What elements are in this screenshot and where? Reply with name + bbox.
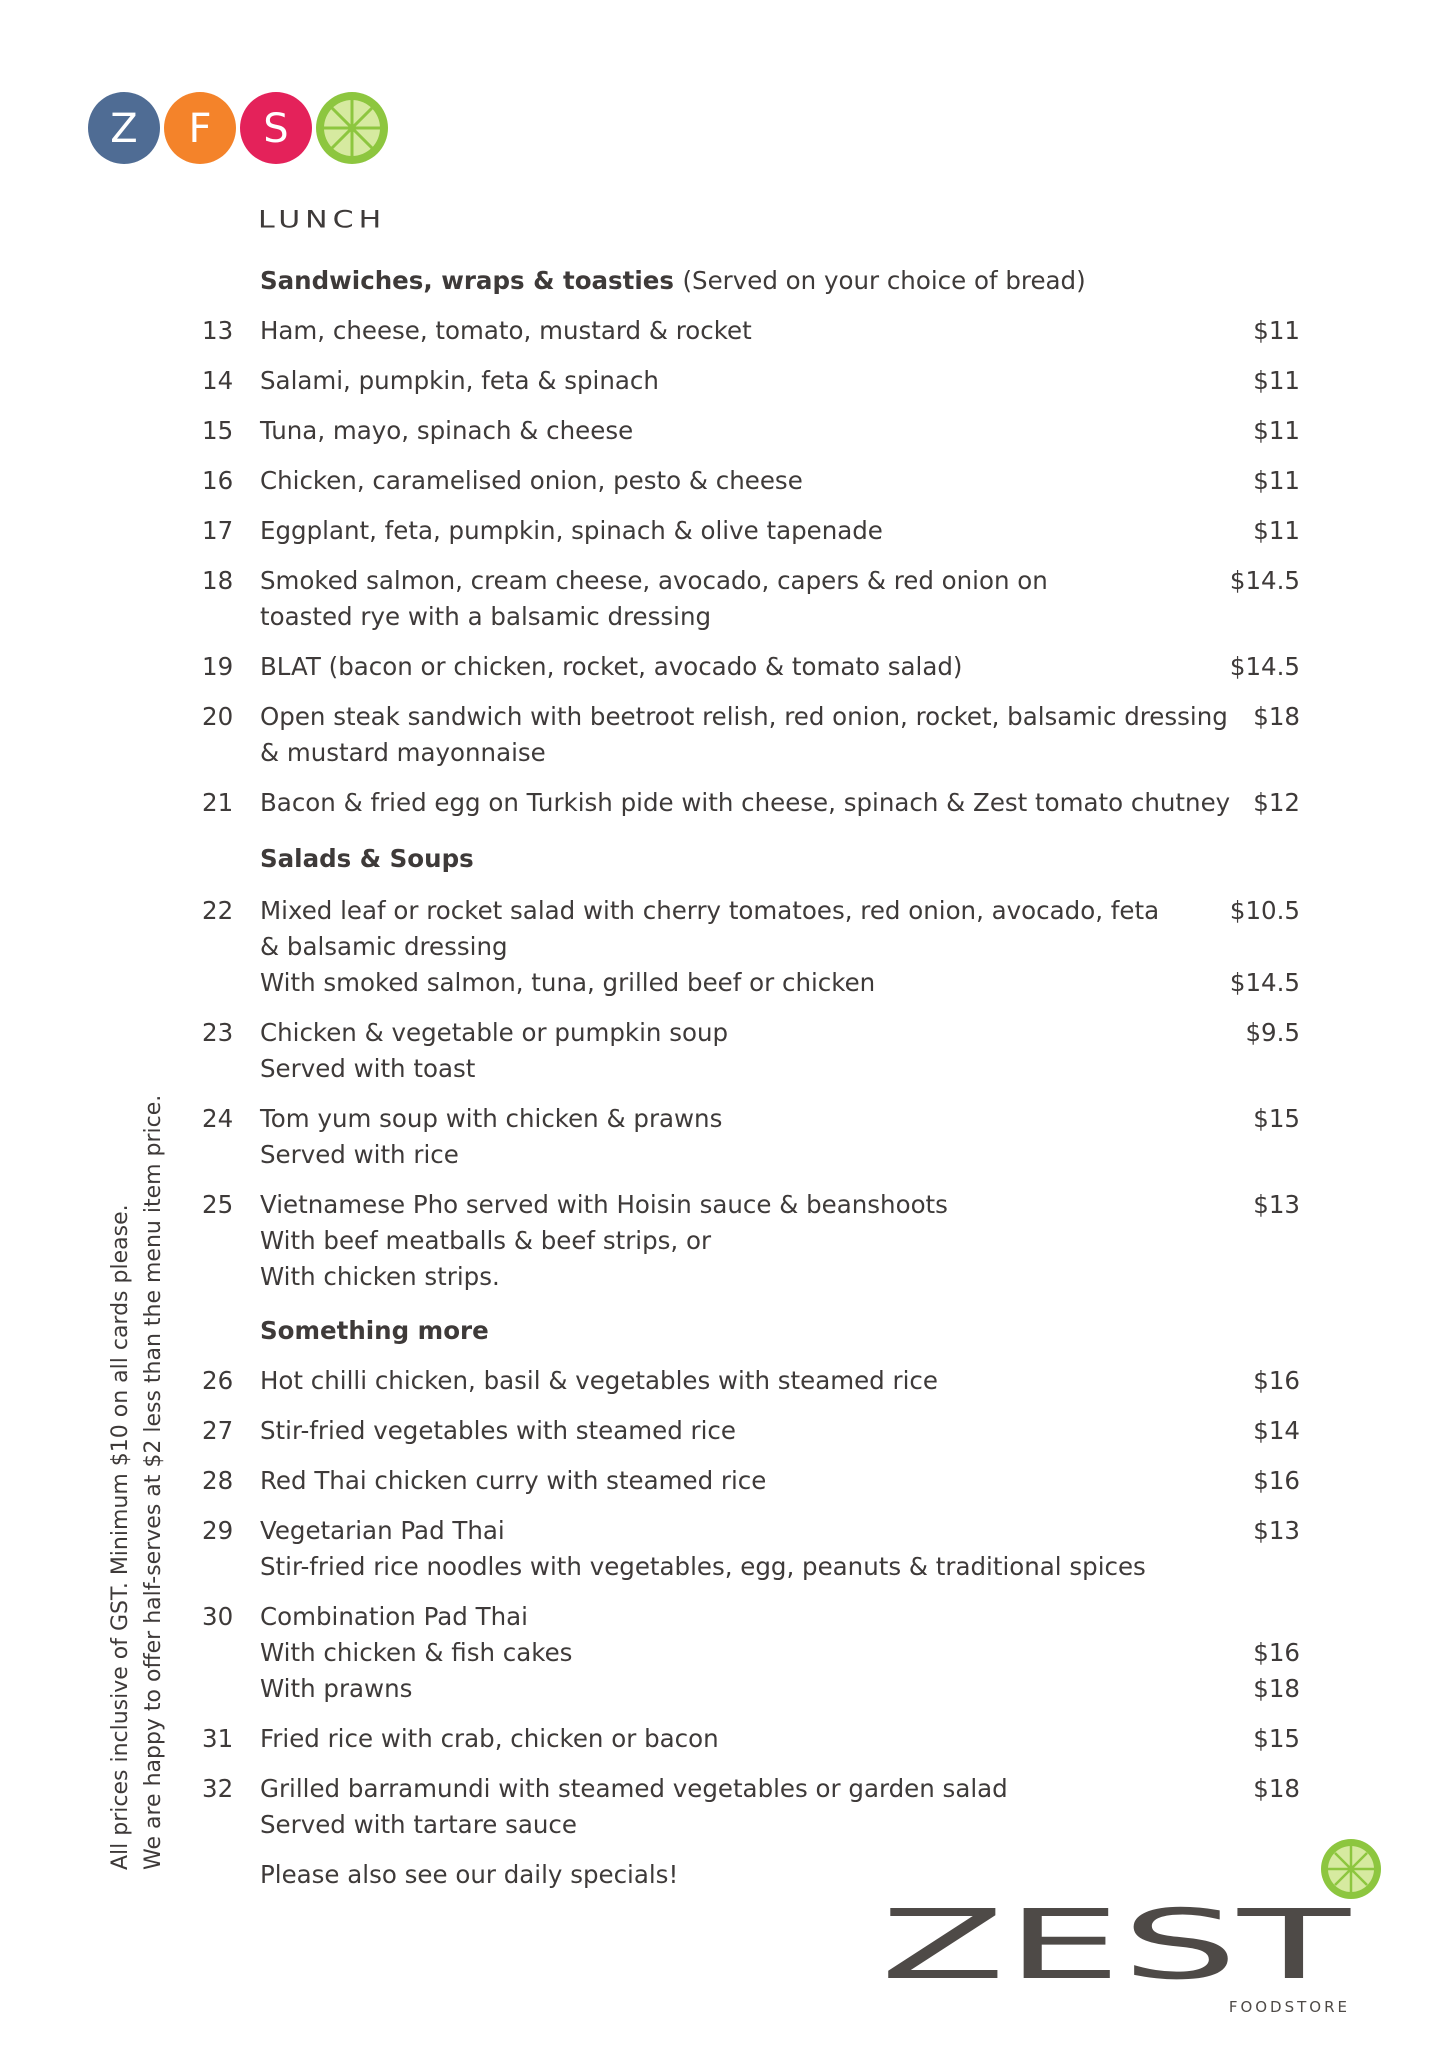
item-description-cont: Served with rice xyxy=(260,1140,459,1169)
item-description-cont: & balsamic dressing xyxy=(260,932,508,961)
section-heading-text: Sandwiches, wraps & toasties xyxy=(260,266,674,295)
item-description: Ham, cheese, tomato, mustard & rocket xyxy=(260,316,752,345)
item-price: $10.5 xyxy=(1229,896,1300,925)
item-description: Tuna, mayo, spinach & cheese xyxy=(260,416,634,445)
item-price: $15 xyxy=(1253,1724,1300,1753)
item-price: $15 xyxy=(1253,1104,1300,1133)
item-description: Salami, pumpkin, feta & spinach xyxy=(260,366,659,395)
item-description: Mixed leaf or rocket salad with cherry tomatoes, red onion, avocado, feta xyxy=(260,896,1160,925)
item-price: $11 xyxy=(1253,516,1300,545)
item-description-cont: Served with toast xyxy=(260,1054,476,1083)
item-price: $12 xyxy=(1253,788,1300,817)
item-description: Chicken, caramelised onion, pesto & cheese xyxy=(260,466,803,495)
item-description-cont: & mustard mayonnaise xyxy=(260,738,546,767)
item-number: 24 xyxy=(202,1104,234,1133)
item-number: 23 xyxy=(202,1018,234,1047)
item-option: With prawns xyxy=(260,1674,413,1703)
item-price: $14 xyxy=(1253,1416,1300,1445)
item-number: 20 xyxy=(202,702,234,731)
item-description-cont: Stir-fried rice noodles with vegetables, egg, peanuts & traditional spices xyxy=(260,1552,1146,1581)
item-description: Chicken & vegetable or pumpkin soup xyxy=(260,1018,729,1047)
item-description: Fried rice with crab, chicken or bacon xyxy=(260,1724,719,1753)
item-price: $11 xyxy=(1253,466,1300,495)
item-description: Open steak sandwich with beetroot relish, red onion, rocket, balsamic dressing xyxy=(260,702,1228,731)
section-heading-sandwiches xyxy=(260,266,1086,296)
item-description-cont: toasted rye with a balsamic dressing xyxy=(260,602,712,631)
item-description-cont: Served with tartare sauce xyxy=(260,1810,577,1839)
item-price: $11 xyxy=(1253,416,1300,445)
section-heading-more: Something more xyxy=(260,1316,489,1345)
zfs-logo xyxy=(86,90,398,166)
item-option: With beef meatballs & beef strips, or xyxy=(260,1226,712,1255)
item-number: 25 xyxy=(202,1190,234,1219)
logo-letter-s: S xyxy=(263,106,289,152)
item-number: 19 xyxy=(202,652,234,681)
item-description: BLAT (bacon or chicken, rocket, avocado & tomato salad) xyxy=(260,652,963,681)
item-number: 13 xyxy=(202,316,234,345)
item-number: 30 xyxy=(202,1602,234,1631)
item-number: 18 xyxy=(202,566,234,595)
item-number: 28 xyxy=(202,1466,234,1495)
lime-icon xyxy=(316,92,388,164)
menu-title: LUNCH xyxy=(258,206,387,234)
item-option: With smoked salmon, tuna, grilled beef or chicken xyxy=(260,968,876,997)
brand-name: ZEST xyxy=(880,1902,1351,2001)
item-number: 22 xyxy=(202,896,234,925)
item-price: $13 xyxy=(1253,1190,1300,1219)
item-description: Eggplant, feta, pumpkin, spinach & olive tapenade xyxy=(260,516,883,545)
item-description: Tom yum soup with chicken & prawns xyxy=(260,1104,723,1133)
brand-sub: FOODSTORE xyxy=(1228,1998,1350,2016)
item-option-price: $18 xyxy=(1253,1674,1300,1703)
side-note xyxy=(104,1095,170,1870)
zest-brand-logo xyxy=(872,1902,1356,2022)
item-number: 14 xyxy=(202,366,234,395)
item-description: Vietnamese Pho served with Hoisin sauce & beanshoots xyxy=(260,1190,948,1219)
item-option: With chicken strips. xyxy=(260,1262,500,1291)
item-price: $11 xyxy=(1253,316,1300,345)
item-description: Smoked salmon, cream cheese, avocado, capers & red onion on xyxy=(260,566,1048,595)
side-note-line-1: All prices inclusive of GST. Minimum $10 on all cards please. xyxy=(108,1204,133,1870)
item-number: 16 xyxy=(202,466,234,495)
item-price: $14.5 xyxy=(1229,566,1300,595)
item-description: Combination Pad Thai xyxy=(260,1602,528,1631)
item-price: $18 xyxy=(1253,702,1300,731)
item-number: 31 xyxy=(202,1724,234,1753)
item-option-price: $16 xyxy=(1253,1638,1300,1667)
item-description: Stir-fried vegetables with steamed rice xyxy=(260,1416,736,1445)
item-price: $16 xyxy=(1253,1466,1300,1495)
item-option-price: $14.5 xyxy=(1229,968,1300,997)
item-price: $18 xyxy=(1253,1774,1300,1803)
item-description: Bacon & fried egg on Turkish pide with cheese, spinach & Zest tomato chutney xyxy=(260,788,1231,817)
item-price: $11 xyxy=(1253,366,1300,395)
lime-icon xyxy=(1320,1838,1382,1900)
item-price: $14.5 xyxy=(1229,652,1300,681)
item-description: Vegetarian Pad Thai xyxy=(260,1516,505,1545)
item-price: $16 xyxy=(1253,1366,1300,1395)
item-price: $13 xyxy=(1253,1516,1300,1545)
section-heading-salads: Salads & Soups xyxy=(260,844,474,873)
item-number: 26 xyxy=(202,1366,234,1395)
item-number: 15 xyxy=(202,416,234,445)
item-number: 32 xyxy=(202,1774,234,1803)
item-description: Red Thai chicken curry with steamed rice xyxy=(260,1466,767,1495)
section-heading-note: (Served on your choice of bread) xyxy=(682,266,1086,295)
item-description: Hot chilli chicken, basil & vegetables with steamed rice xyxy=(260,1366,938,1395)
item-option: With chicken & fish cakes xyxy=(260,1638,573,1667)
item-price: $9.5 xyxy=(1245,1018,1300,1047)
item-number: 17 xyxy=(202,516,234,545)
logo-letter-z: Z xyxy=(110,106,138,152)
item-number: 27 xyxy=(202,1416,234,1445)
logo-letter-f: F xyxy=(188,106,212,152)
item-number: 21 xyxy=(202,788,234,817)
specials-note: Please also see our daily specials! xyxy=(260,1860,679,1889)
item-number: 29 xyxy=(202,1516,234,1545)
side-note-line-2: We are happy to offer half-serves at $2 less than the menu item price. xyxy=(141,1094,166,1870)
item-description: Grilled barramundi with steamed vegetables or garden salad xyxy=(260,1774,1008,1803)
